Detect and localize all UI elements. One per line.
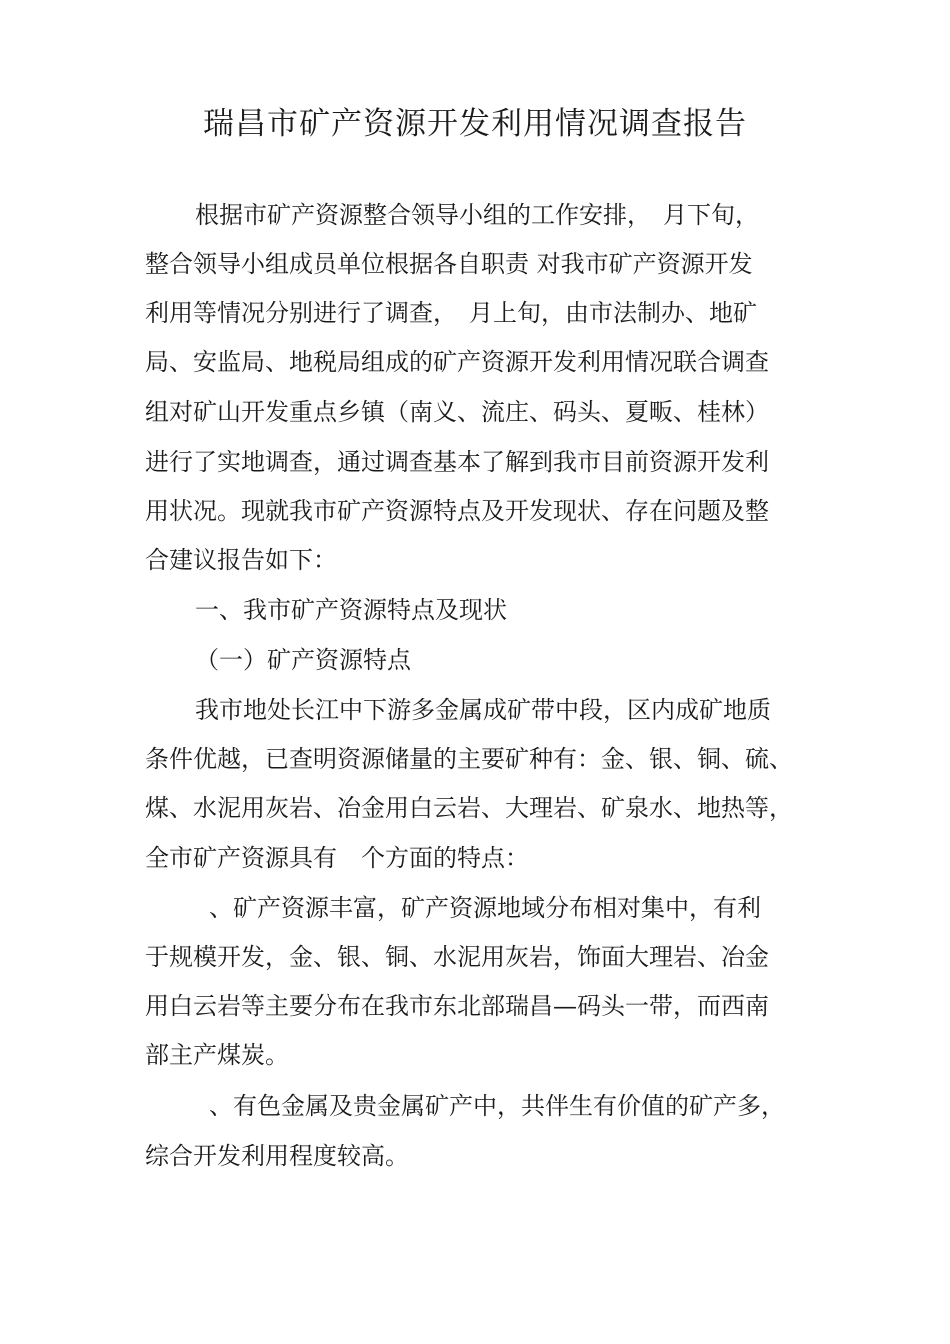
paragraph-1-line-4: 局、安监局、地税局组成的矿产资源开发利用情况联合调查 — [145, 348, 769, 376]
paragraph-2-line-4: 全市矿产资源具有 个方面的特点： — [145, 844, 529, 872]
subsection-heading: （一）矿产资源特点 — [195, 646, 411, 674]
paragraph-3-line-1: 、矿产资源丰富，矿产资源地域分布相对集中，有利 — [209, 894, 761, 922]
paragraph-4-line-1: 、有色金属及贵金属矿产中，共伴生有价值的矿产多， — [209, 1092, 785, 1120]
paragraph-3-line-4: 部主产煤炭。 — [145, 1041, 289, 1069]
paragraph-3-line-2: 于规模开发，金、银、铜、水泥用灰岩，饰面大理岩、冶金 — [145, 943, 769, 971]
paragraph-3-line-3: 用白云岩等主要分布在我市东北部瑞昌—码头一带，而西南 — [145, 992, 769, 1020]
paragraph-1-line-6: 进行了实地调查，通过调查基本了解到我市目前资源开发利 — [145, 448, 769, 476]
paragraph-1-line-8: 合建议报告如下： — [145, 546, 337, 574]
paragraph-1-line-1: 根据市矿产资源整合领导小组的工作安排， 月下旬， — [195, 201, 759, 229]
section-heading: 一、我市矿产资源特点及现状 — [195, 596, 507, 624]
paragraph-2-line-3: 煤、水泥用灰岩、冶金用白云岩、大理岩、矿泉水、地热等， — [145, 794, 793, 822]
paragraph-2-line-2: 条件优越，已查明资源储量的主要矿种有：金、银、铜、硫、 — [145, 745, 793, 773]
paragraph-2-line-1: 我市地处长江中下游多金属成矿带中段，区内成矿地质 — [195, 696, 771, 724]
paragraph-1-line-7: 用状况。现就我市矿产资源特点及开发现状、存在问题及整 — [145, 497, 769, 525]
paragraph-1-line-5: 组对矿山开发重点乡镇（南义、流庄、码头、夏畈、桂林） — [145, 398, 769, 426]
paragraph-4-line-2: 综合开发利用程度较高。 — [145, 1142, 409, 1170]
document-title: 瑞昌市矿产资源开发利用情况调查报告 — [203, 106, 747, 142]
paragraph-1-line-2: 整合领导小组成员单位根据各自职责 对我市矿产资源开发 — [145, 250, 753, 278]
paragraph-1-line-3: 利用等情况分别进行了调查， 月上旬，由市法制办、地矿 — [145, 299, 757, 327]
